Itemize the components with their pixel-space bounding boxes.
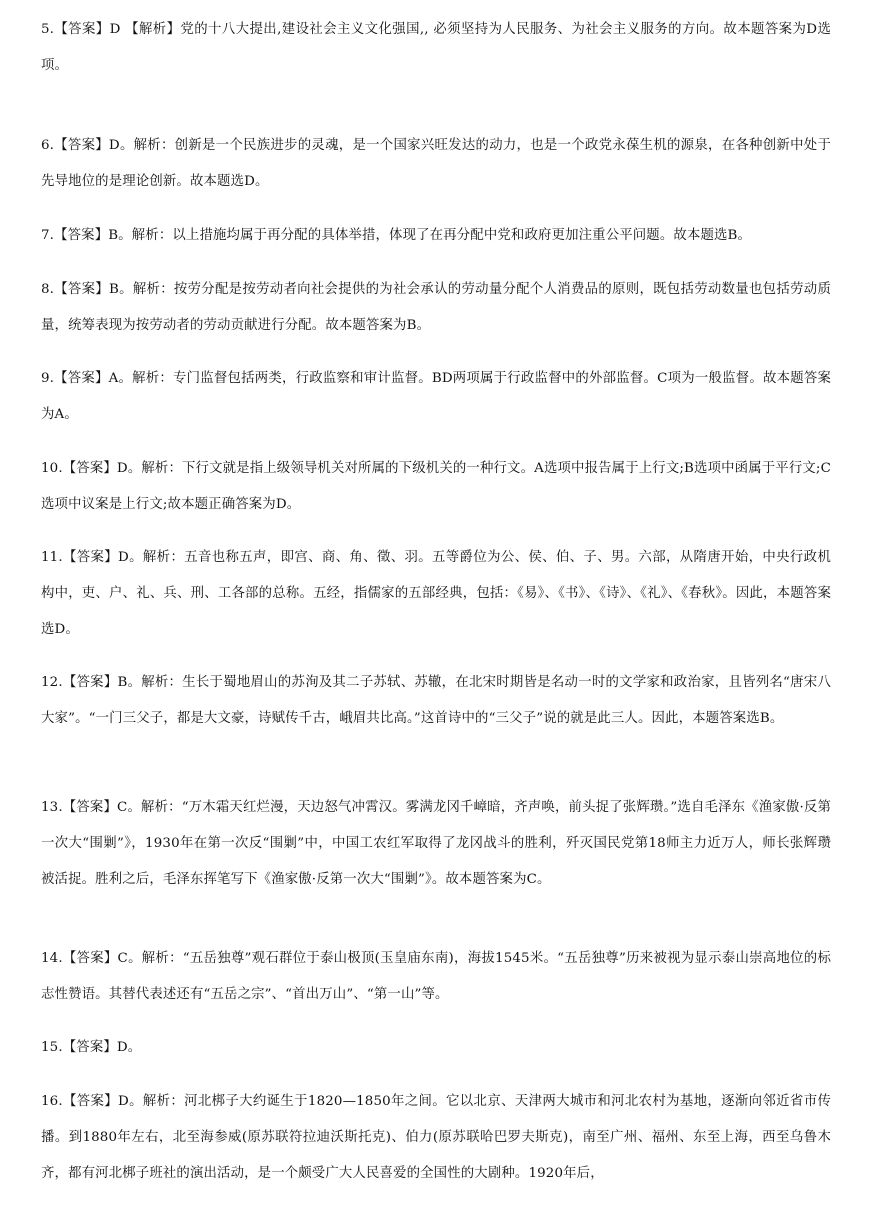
item-number: 16.: [41, 1094, 63, 1109]
item-text: 【答案】D。解析：五音也称五声，即宫、商、角、徵、羽。五等爵位为公、侯、伯、子、男。六部，从隋唐开始，中央行政机构中，吏、户、礼、兵、刑、工各部的总称。五经，指儒家的五部经典，包括：《易》、《书》、《诗》、《礼》、《春秋》。因此，本题答案选D。: [41, 550, 831, 637]
item-number: 7.: [41, 228, 55, 243]
item-text: 【答案】A。解析：专门监督包括两类，行政监察和审计监督。BD两项属于行政监督中的外部监督。C项为一般监督。故本题答案为A。: [41, 371, 831, 422]
item-text: 【答案】C。解析：“万木霜天红烂漫，天边怒气冲霄汉。雾满龙冈千嶂暗，齐声唤，前头捉了张辉瓒。”选自毛泽东《渔家傲·反第一次大“围剿”》，1930年在第一次反“围剿”中，中国工农红军取得了龙冈战斗的胜利，歼灭国民党第18师主力近万人，师长张辉瓒被活捉。胜利之后，毛泽东挥笔写下《渔家傲·反第一次大“围剿”》。故本题答案为C。: [41, 800, 831, 887]
answer-item-11: [41, 540, 831, 648]
item-text: 【答案】B。解析：生长于蜀地眉山的苏洵及其二子苏轼、苏辙，在北宋时期皆是名动一时的文学家和政治家，且皆列名“唐宋八大家”。“一门三父子，都是大文豪，诗赋传千古，峨眉共比高。”这首诗中的“三父子”说的就是此三人。因此，本题答案选B。: [41, 675, 831, 726]
answer-item-9: [41, 361, 831, 433]
answer-item-8: [41, 272, 831, 344]
item-number: 12.: [41, 675, 63, 690]
answer-item-13: [41, 790, 831, 898]
item-number: 9.: [41, 371, 55, 386]
answer-item-15: [41, 1030, 831, 1066]
item-number: 5.: [41, 22, 55, 37]
item-number: 6.: [41, 138, 55, 153]
item-text: 【答案】D。解析：下行文就是指上级领导机关对所属的下级机关的一种行文。A选项中报告属于上行文;B选项中函属于平行文;C选项中议案是上行文;故本题正确答案为D。: [41, 461, 831, 512]
answer-item-12: [41, 665, 831, 737]
item-number: 15.: [41, 1040, 63, 1055]
answer-item-6: [41, 128, 831, 200]
item-number: 10.: [41, 461, 63, 476]
answer-item-7: [41, 218, 831, 254]
item-text: 【答案】D 【解析】党的十八大提出,建设社会主义文化强国,, 必须坚持为人民服务、为社会主义服务的方向。故本题答案为D选项。: [41, 22, 831, 73]
answer-item-10: [41, 451, 831, 523]
item-text: 【答案】D。解析：创新是一个民族进步的灵魂，是一个国家兴旺发达的动力，也是一个政党永葆生机的源泉，在各种创新中处于先导地位的是理论创新。故本题选D。: [41, 138, 831, 189]
item-number: 13.: [41, 800, 63, 815]
item-number: 14.: [41, 951, 63, 966]
item-text: 【答案】D。: [62, 1040, 142, 1055]
item-number: 8.: [41, 282, 55, 297]
item-text: 【答案】B。解析：以上措施均属于再分配的具体举措，体现了在再分配中党和政府更加注重公平问题。故本题选B。: [54, 228, 752, 243]
item-text: 【答案】C。解析：“五岳独尊”观石群位于泰山极顶(玉皇庙东南)，海拔1545米。“五岳独尊”历来被视为显示泰山崇高地位的标志性赞语。其替代表述还有“五岳之宗”、“首出万山”、“第一山”等。: [41, 951, 831, 1002]
answer-item-14: [41, 941, 831, 1013]
answer-item-5: [41, 12, 831, 84]
answer-item-16: [41, 1084, 831, 1192]
item-number: 11.: [41, 550, 63, 565]
item-text: 【答案】D。解析：河北梆子大约诞生于1820—1850年之间。它以北京、天津两大城市和河北农村为基地，逐渐向邻近省市传播。到1880年左右，北至海参威(原苏联符拉迪沃斯托克)、伯力(原苏联哈巴罗夫斯克)，南至广州、福州、东至上海，西至乌鲁木齐，都有河北梆子班社的演出活动，是一个颇受广大人民喜爱的全国性的大剧种。1920年后，: [41, 1094, 831, 1181]
item-text: 【答案】B。解析：按劳分配是按劳动者向社会提供的为社会承认的劳动量分配个人消费品的原则，既包括劳动数量也包括劳动质量，统筹表现为按劳动者的劳动贡献进行分配。故本题答案为B。: [41, 282, 831, 333]
